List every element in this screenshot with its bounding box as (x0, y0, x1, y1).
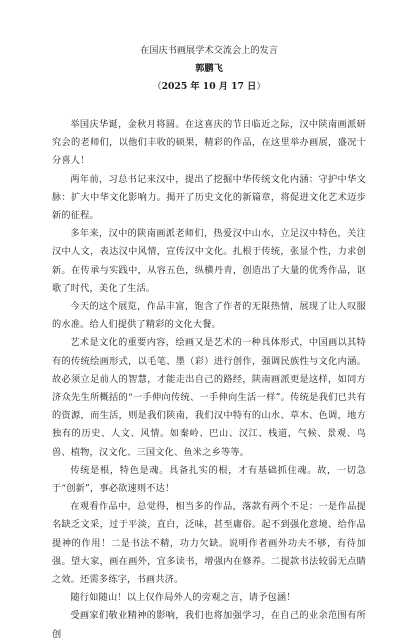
document-body (52, 116, 366, 644)
paragraph-2: 两年前，习总书记来汉中，提出了挖掘中华传统文化内涵：守护中华文脉：扩大中华文化影响力。揭开了历史文化的新篇章，将促进文化艺术迈步新的征程。 (52, 173, 366, 222)
paragraph-4: 今天的这个展览，作品丰富，饱含了作者的无限热情，展现了让人叹服的水准。给人们提供了精彩的文化大餐。 (52, 301, 366, 331)
paragraph-9: 受画家们敬业精神的影响，我们也将加强学习，在自己的业余范围有所创 (52, 610, 366, 640)
document-title: 在国庆书画展学术交流会上的发言 (140, 45, 278, 56)
document-author: 郭鹏飞 (195, 63, 223, 74)
paragraph-8: 随行如随山！以上仅作局外人的旁观之言，请予包涵！ (70, 592, 296, 604)
paragraph-3: 多年来，汉中的陕南画派老师们，热爱汉中山水，立足汉中特色，关注汉中人文，表达汉中风情，宣传汉中文化。扎根于传统，张显个性，力求创新。在传承与实践中，从容五色，纵横丹青，创造出了大量的优秀作品，讴歌了时代，美化了生活。 (52, 228, 366, 294)
paragraph-7: 在观看作品中，总觉得，相当多的作品，落款有两个不足：一是作品提名缺乏文采，过于平淡，直白，泛味，甚至庸俗。起不到强化意境、给作品提神的作用！二是书法不精，功力欠缺。说明作者画外功夫不够，有待加强。望大家，画在画外，宜多读书，增强内在修养。二提款书法较弱无点睛之效。还需多练字，书画共济。 (52, 501, 366, 586)
date-text: 2025 年 10 月 17 日 (161, 81, 257, 92)
date-close-paren: ） (256, 81, 266, 92)
date-open-paren: （ (152, 81, 162, 92)
paragraph-6: 传统是根，特色是魂。具备扎实的根，才有基础抓住魂。故，一切急于“创新”，事必欲速则不达！ (52, 464, 366, 495)
paragraph-1: 举国庆华诞，金秋月将圆。在这喜庆的节日临近之际，汉中陕南画派研究会的老师们，以他们丰收的硕果，精彩的作品，在这里举办画展，盛况十分喜人！ (52, 119, 366, 167)
document-page (52, 0, 366, 644)
paragraph-5: 艺术是文化的重要内容，绘画又是艺术的一种具体形式，中国画以其特有的传统绘画形式，以毛笔、墨（彩）进行创作，强调民族性与文化内涵。故必须立足前人的智慧，才能走出自己的路经，陕南画派更是这样，如同方济众先生所概括的“一手伸向传统、一手伸向生活一样”。传统是我们已共有的资源，而生活，则是我们陕南，我们汉中特有的山水、草木、色调，地方独有的历史、人文、风情。如秦岭、巴山、汉江、栈道，气候、景观、鸟兽、植物，汉文化、三国文化、鱼米之乡等等。 (52, 337, 366, 458)
document-date (52, 78, 366, 96)
